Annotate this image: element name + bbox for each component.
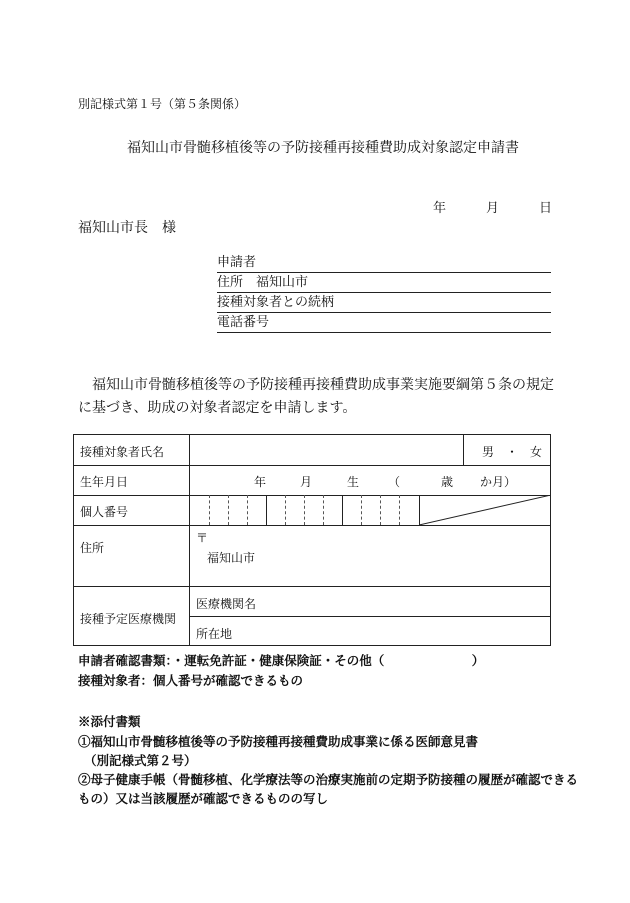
date-year-label: 年 bbox=[433, 201, 447, 216]
postal-mark: 〒 bbox=[196, 531, 209, 545]
applicant-phone[interactable]: 電話番号 bbox=[217, 314, 551, 333]
target-note: 接種対象者：個人番号が確認できるもの bbox=[78, 673, 304, 688]
applicant-address[interactable]: 住所 福知山市 bbox=[217, 274, 551, 293]
date-day-label: 日 bbox=[539, 201, 553, 216]
dob-label: 生年月日 bbox=[80, 475, 129, 489]
address-label: 住所 bbox=[80, 541, 105, 555]
attachment-item-2-cont: もの）又は当該履歴が確認できるものの写し bbox=[78, 791, 329, 806]
addressee: 福知山市長 様 bbox=[78, 220, 176, 236]
application-statement: 福知山市骨髄移植後等の予防接種再接種費助成事業実施要綱第５条の規定に基づき、助成の対象者認定を申請します。 bbox=[78, 377, 554, 416]
application-table bbox=[73, 434, 551, 646]
diagonal-strike bbox=[419, 495, 551, 525]
date-month-label: 月 bbox=[486, 201, 500, 216]
attachment-item-1-ref: （別記様式第２号） bbox=[84, 753, 197, 768]
dob-month: 月 bbox=[300, 475, 313, 489]
dob-age: 歳 bbox=[441, 475, 454, 489]
attachment-item-1: ①福知山市骨髄移植後等の予防接種再接種費助成事業に係る医師意見書 bbox=[78, 734, 479, 749]
form-reference: 別記様式第１号（第５条関係） bbox=[78, 97, 247, 111]
dob-open-paren: （ bbox=[388, 475, 401, 489]
name-label: 接種対象者氏名 bbox=[80, 445, 165, 459]
applicant-relation[interactable]: 接種対象者との続柄 bbox=[217, 294, 551, 313]
dob-born: 生 bbox=[347, 475, 360, 489]
mynumber-label: 個人番号 bbox=[80, 505, 129, 519]
attachment-item-2: ②母子健康手帳（骨髄移植、化学療法等の治療実施前の定期予防接種の履歴が確認できる bbox=[78, 772, 579, 787]
clinic-location-label: 所在地 bbox=[196, 627, 233, 641]
clinic-name-label: 医療機関名 bbox=[196, 597, 257, 611]
attachments-header: ※添付書類 bbox=[78, 714, 141, 729]
id-documents-note: 申請者確認書類：・運転免許証・健康保険証・その他（ ） bbox=[78, 653, 485, 668]
address-city: 福知山市 bbox=[207, 551, 256, 565]
clinic-label: 接種予定医療機関 bbox=[80, 612, 177, 626]
sex-selector[interactable]: 男 ・ 女 bbox=[482, 445, 543, 459]
dob-months: か月） bbox=[480, 475, 517, 489]
dob-year: 年 bbox=[254, 475, 267, 489]
applicant-header: 申請者 bbox=[217, 254, 551, 273]
document-title: 福知山市骨髄移植後等の予防接種再接種費助成対象認定申請書 bbox=[127, 140, 519, 156]
name-field[interactable] bbox=[194, 440, 459, 462]
